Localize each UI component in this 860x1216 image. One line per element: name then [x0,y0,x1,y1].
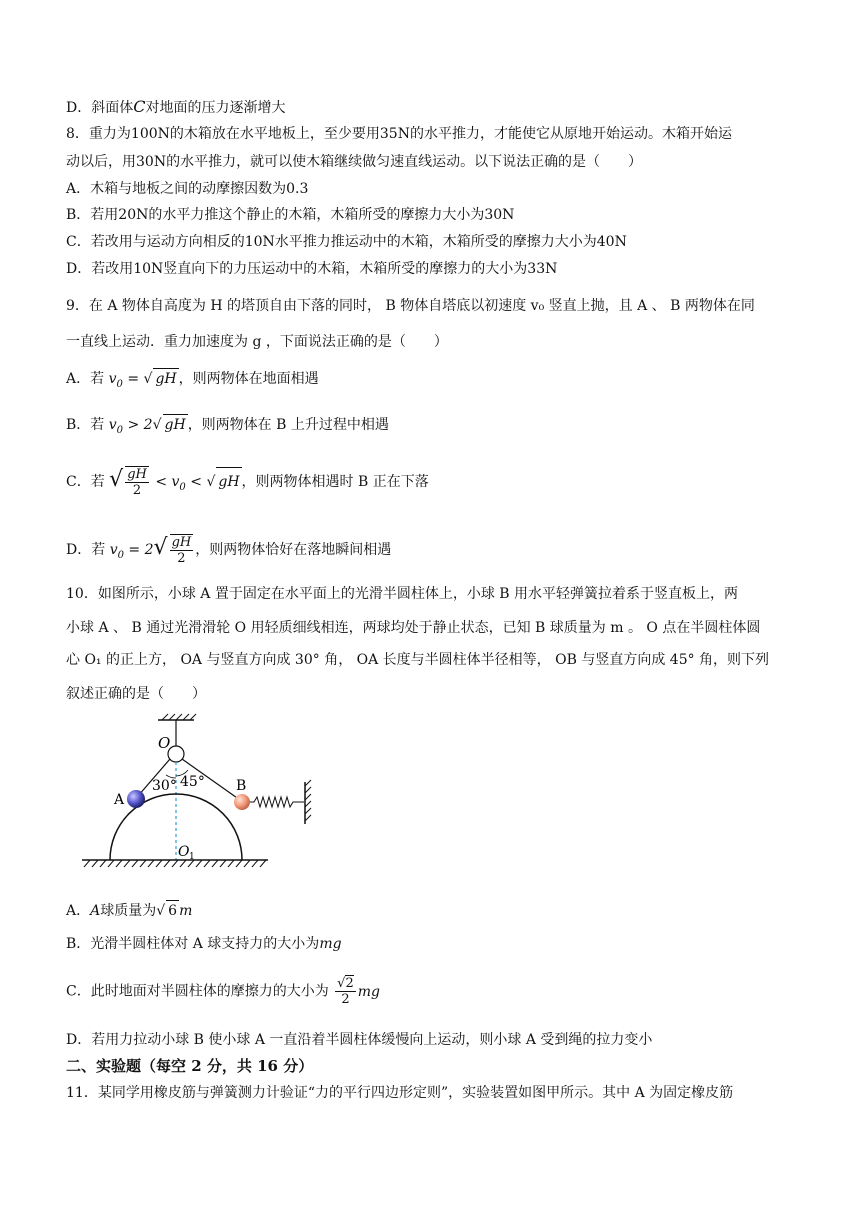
q10-diagram [78,712,338,880]
q9-stem-line1: 9．在 A 物体自高度为 H 的塔顶自由下落的同时， B 物体自塔底以初速度 v₀ 竖直上抛，且 A 、 B 两物体在同 [66,298,755,314]
q9-option-d: D．若 $v_0 = 2√$ $\frac{gH}{2}$ ，则两物体恰好在落地瞬间相遇 [66,535,392,566]
q8-option-d: D．若改用10N竖直向下的力压运动中的木箱，木箱所受的摩擦力的大小为33N [66,261,558,277]
ceiling-hatch [158,714,196,720]
pulley-O [168,746,184,762]
q9-option-b: B．若 $v_0 > 2√$ gH ，则两物体在 B 上升过程中相遇 [66,414,796,441]
label-A: A [114,792,125,808]
q8-option-c: C．若改用与运动方向相反的10N水平推力推运动中的木箱，木箱所受的摩擦力大小为40N [66,234,627,250]
q9-option-d-formula: $v_0 = 2√$ $\frac{gH}{2}$ [109,535,192,566]
q10-option-c-formula: $\frac{√2}{2}$ mg [337,976,380,1007]
label-angle-45: 45° [180,774,205,790]
q10-option-a-formula: √ 6 m [156,903,192,919]
q10-figure [78,712,338,880]
q9-option-c: C．若 √ $\frac{gH}{2}$ < $v_0$ < √ gH ，则两物体相遇时 B 正在下落 [66,467,429,498]
label-angle-30: 30° [152,778,177,794]
q9-option-c-formula: √ $\frac{gH}{2}$ < $v_0$ < √ gH [109,467,240,498]
q9-stem-line2: 一直线上运动．重力加速度为 g ，下面说法正确的是（ ） [66,334,448,350]
q7-option-d: D．斜面体C对地面的压力逐渐增大 [66,97,286,116]
q9-option-a: A．若 $v_0$ = √ gH ，则两物体在地面相遇 [66,368,796,395]
q8-stem-line2: 动以后，用30N的水平推力，就可以使木箱继续做匀速直线运动。以下说法正确的是（ ） [66,154,643,170]
q10-stem-line1: 10．如图所示，小球 A 置于固定在水平面上的光滑半圆柱体上，小球 B 用水平轻弹簧拉着系于竖直板上，两 [66,586,739,602]
spring [250,797,304,807]
ground-hatch [82,860,268,867]
label-B: B [236,778,247,794]
section-2-heading: 二、实验题（每空 2 分，共 16 分） [66,1057,314,1075]
label-O: O [158,734,171,752]
ball-A [127,790,145,808]
q8-stem-line1: 8．重力为100N的木箱放在水平地板上，至少要用35N的水平推力，才能使它从原地开始运动。木箱开始运 [66,126,732,142]
q10-option-d: D．若用力拉动小球 B 使小球 A 一直沿着半圆柱体缓慢向上运动，则小球 A 受到绳的拉力变小 [66,1032,653,1048]
q10-option-a: A．A球质量为√ 6 m [66,900,796,921]
q11-stem-line1: 11．某同学用橡皮筋与弹簧测力计验证“力的平行四边形定则”，实验装置如图甲所示。其中 A 为固定橡皮筋 [66,1085,734,1101]
wall-hatch [305,780,311,824]
q10-option-c: C．此时地面对半圆柱体的摩擦力的大小为 $\frac{√2}{2}$ mg [66,976,380,1007]
q8-option-a: A．木箱与地板之间的动摩擦因数为0.3 [66,181,309,197]
q8-option-b: B．若用20N的水平力推这个静止的木箱，木箱所受的摩擦力大小为30N [66,207,515,223]
ball-B [234,794,250,810]
q10-stem-line3: 心 O₁ 的正上方， OA 与竖直方向成 30° 角， OA 长度与半圆柱体半径相等， OB 与竖直方向成 45° 角，则下列 [66,652,770,668]
q10-stem-line4: 叙述正确的是（ ） [66,686,206,702]
q10-option-b: B．光滑半圆柱体对 A 球支持力的大小为mg [66,936,342,952]
label-O1-subscript: 1 [189,852,195,862]
label-O1: O [178,844,190,860]
q9-option-b-formula: $v_0 > 2√$ gH [109,417,188,433]
q9-option-a-formula: $v_0$ = √ gH [109,371,179,387]
q10-stem-line2: 小球 A 、 B 通过光滑滑轮 O 用轻质细线相连，两球均处于静止状态，已知 B 球质量为 m 。 O 点在半圆柱体圆 [66,620,761,636]
